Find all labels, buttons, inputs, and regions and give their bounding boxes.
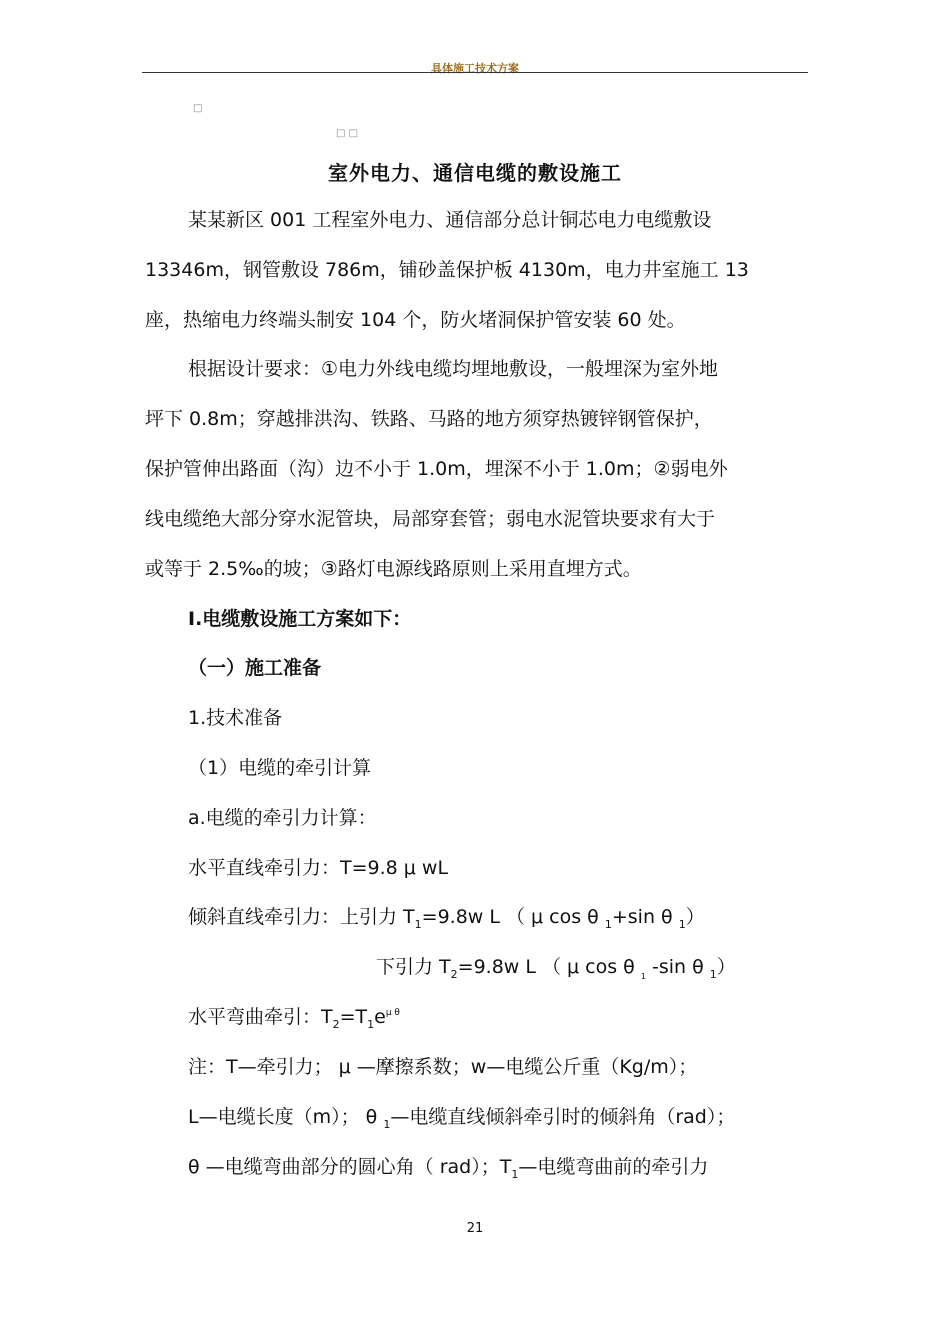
paragraph-line: 根据设计要求：①电力外线电缆均埋地敷设，一般埋深为室外地 — [188, 358, 719, 380]
note-line: 注：T—牵引力； μ —摩擦系数；w—电缆公斤重（Kg/m）； — [188, 1056, 698, 1078]
placeholder-mark: □ — [193, 103, 203, 114]
placeholder-mark: □ □ — [336, 128, 359, 139]
paragraph-line: 坪下 0.8m；穿越排洪沟、铁路、马路的地方须穿热镀锌钢管保护， — [145, 408, 713, 430]
paragraph-line: 保护管伸出路面（沟）边不小于 1.0m，埋深不小于 1.0m；②弱电外 — [145, 458, 728, 480]
formula-bend: 水平弯曲牵引：$T_2=T_1e^{\mu \theta}$ — [188, 1006, 400, 1031]
page-header: 具体施工技术方案 — [431, 62, 519, 75]
paragraph-line: 座，热缩电力终端头制安 104 个，防火堵洞保护管安装 60 处。 — [145, 309, 686, 331]
section-heading: （一）施工准备 — [188, 657, 322, 679]
section-heading: I.电缆敷设施工方案如下： — [188, 608, 412, 630]
note-line: L—电缆长度（m）； θ $_1$—电缆直线倾斜牵引时的倾斜角（rad）； — [188, 1106, 736, 1131]
list-item: 1.技术准备 — [188, 707, 283, 729]
paragraph-line: 或等于 2.5‰的坡；③路灯电源线路原则上采用直埋方式。 — [145, 558, 642, 580]
list-item: （1）电缆的牵引计算 — [188, 757, 372, 779]
paragraph-line: 某某新区 001 工程室外电力、通信部分总计铜芯电力电缆敷设 — [188, 209, 712, 231]
paragraph-line: 线电缆绝大部分穿水泥管块，局部穿套管；弱电水泥管块要求有大于 — [145, 508, 716, 530]
list-item: a.电缆的牵引力计算： — [188, 807, 377, 829]
page-number: 21 — [466, 1221, 484, 1236]
paragraph-line: 13346m，钢管敷设 786m，铺砂盖保护板 4130m，电力井室施工 13 — [145, 259, 749, 281]
formula-incline-down: 下引力 $T_2=9.8w$ L （ μ cos θ $_1$ -sin θ $_1$） — [376, 956, 736, 981]
formula-horizontal: 水平直线牵引力：T=9.8 μ wL — [188, 857, 449, 879]
formula-incline-up: 倾斜直线牵引力：上引力 $T_1=9.8w$ L （ μ cos θ $_1$+sin θ $_1$） — [188, 906, 705, 931]
note-line: θ —电缆弯曲部分的圆心角（ rad）；$T_1—$电缆弯曲前的牵引力 — [188, 1156, 709, 1181]
header-rule — [142, 72, 808, 73]
document-title: 室外电力、通信电缆的敷设施工 — [328, 161, 622, 185]
